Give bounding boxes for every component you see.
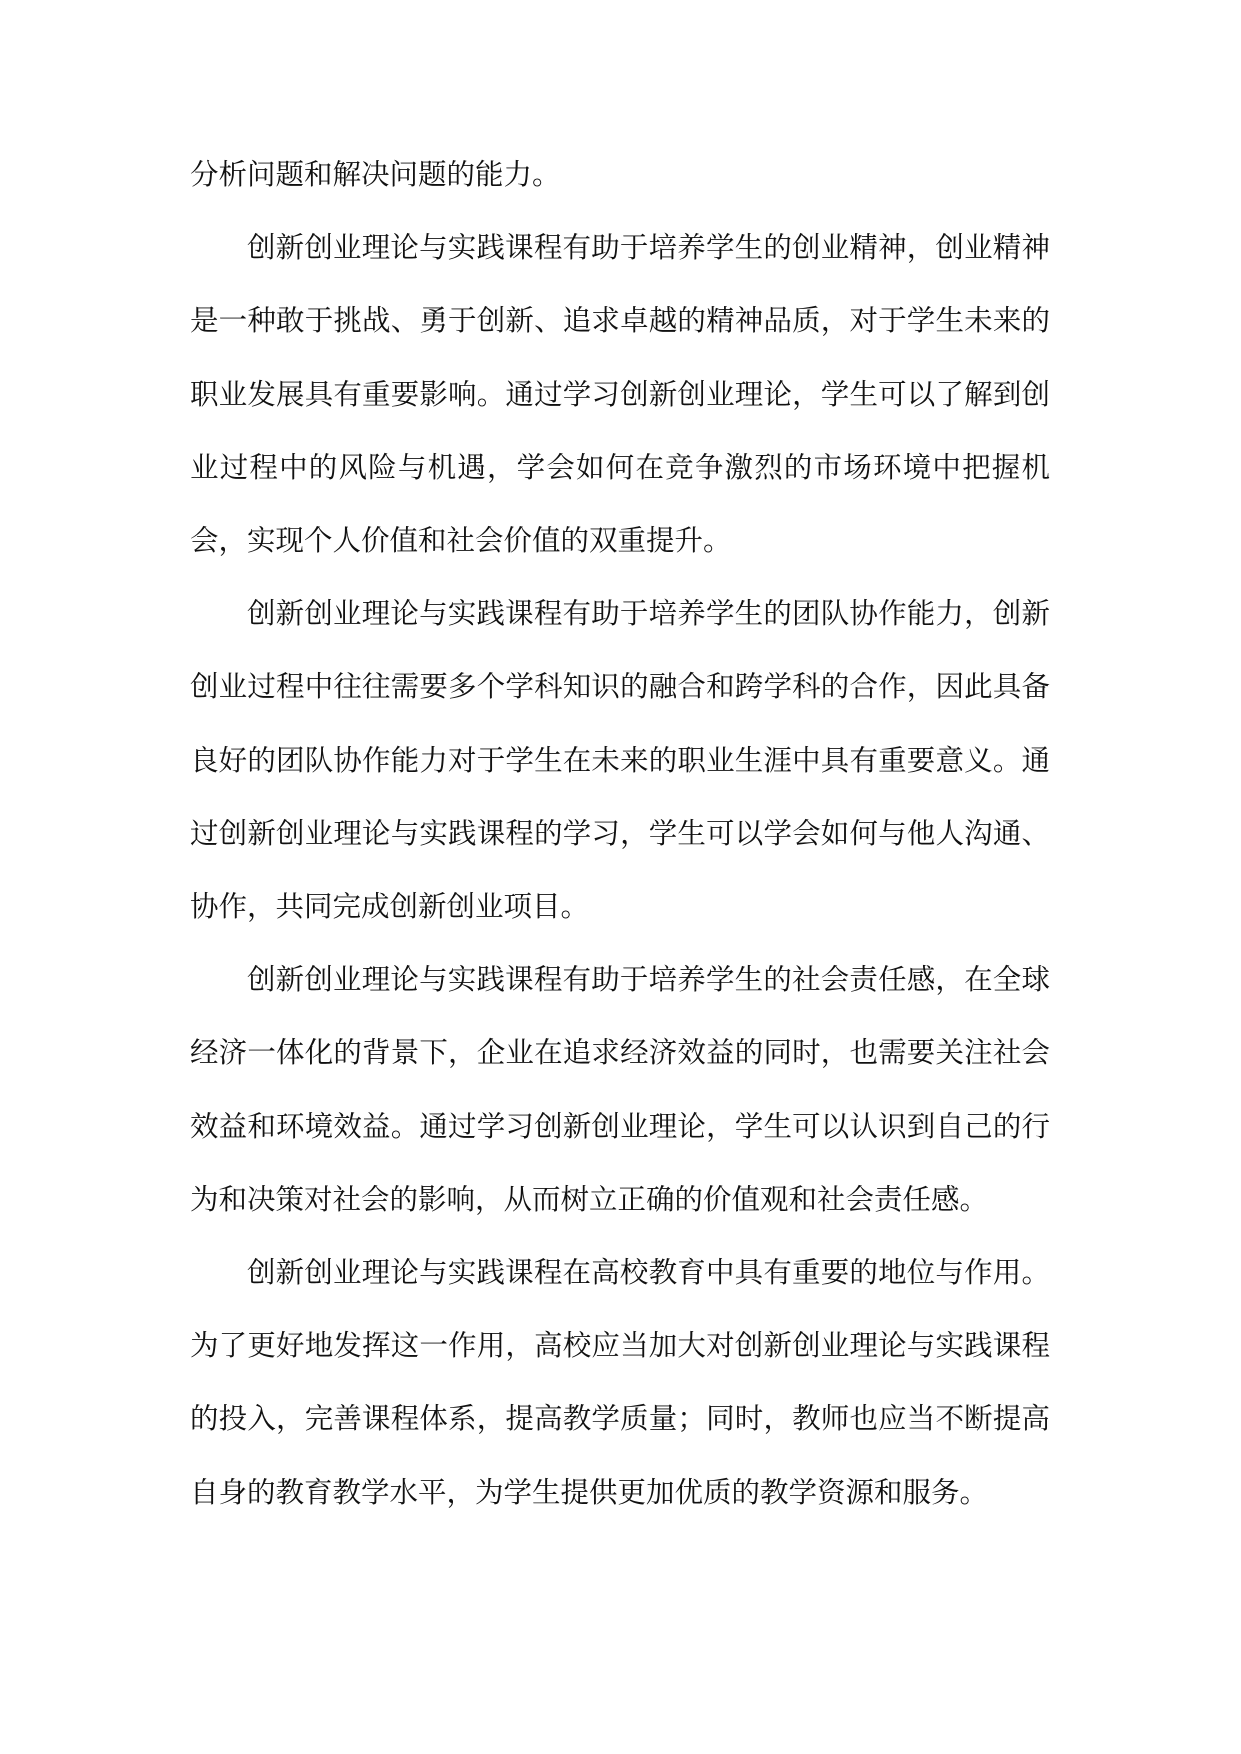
paragraph-conclusion: 创新创业理论与实践课程在高校教育中具有重要的地位与作用。为了更好地发挥这一作用，高校应当加大对创新创业理论与实践课程的投入，完善课程体系，提高教学质量；同时，教师也应当不断提高自身的教育教学水平，为学生提供更加优质的教学资源和服务。 bbox=[190, 1256, 1050, 1509]
paragraph-social-responsibility: 创新创业理论与实践课程有助于培养学生的社会责任感，在全球经济一体化的背景下，企业在追求经济效益的同时，也需要关注社会效益和环境效益。通过学习创新创业理论，学生可以认识到自己的行为和决策对社会的影响，从而树立正确的价值观和社会责任感。 bbox=[190, 963, 1050, 1216]
paragraph-teamwork: 创新创业理论与实践课程有助于培养学生的团队协作能力，创新创业过程中往往需要多个学科知识的融合和跨学科的合作，因此具备良好的团队协作能力对于学生在未来的职业生涯中具有重要意义。通过创新创业理论与实践课程的学习，学生可以学会如何与他人沟通、协作，共同完成创新创业项目。 bbox=[190, 597, 1050, 924]
paragraph-entrepreneurial-spirit: 创新创业理论与实践课程有助于培养学生的创业精神，创业精神是一种敢于挑战、勇于创新、追求卓越的精神品质，对于学生未来的职业发展具有重要影响。通过学习创新创业理论，学生可以了解到创业过程中的风险与机遇，学会如何在竞争激烈的市场环境中把握机会，实现个人价值和社会价值的双重提升。 bbox=[190, 231, 1050, 558]
document-body bbox=[190, 138, 1050, 1529]
paragraph-continued: 分析问题和解决问题的能力。 bbox=[190, 158, 561, 191]
